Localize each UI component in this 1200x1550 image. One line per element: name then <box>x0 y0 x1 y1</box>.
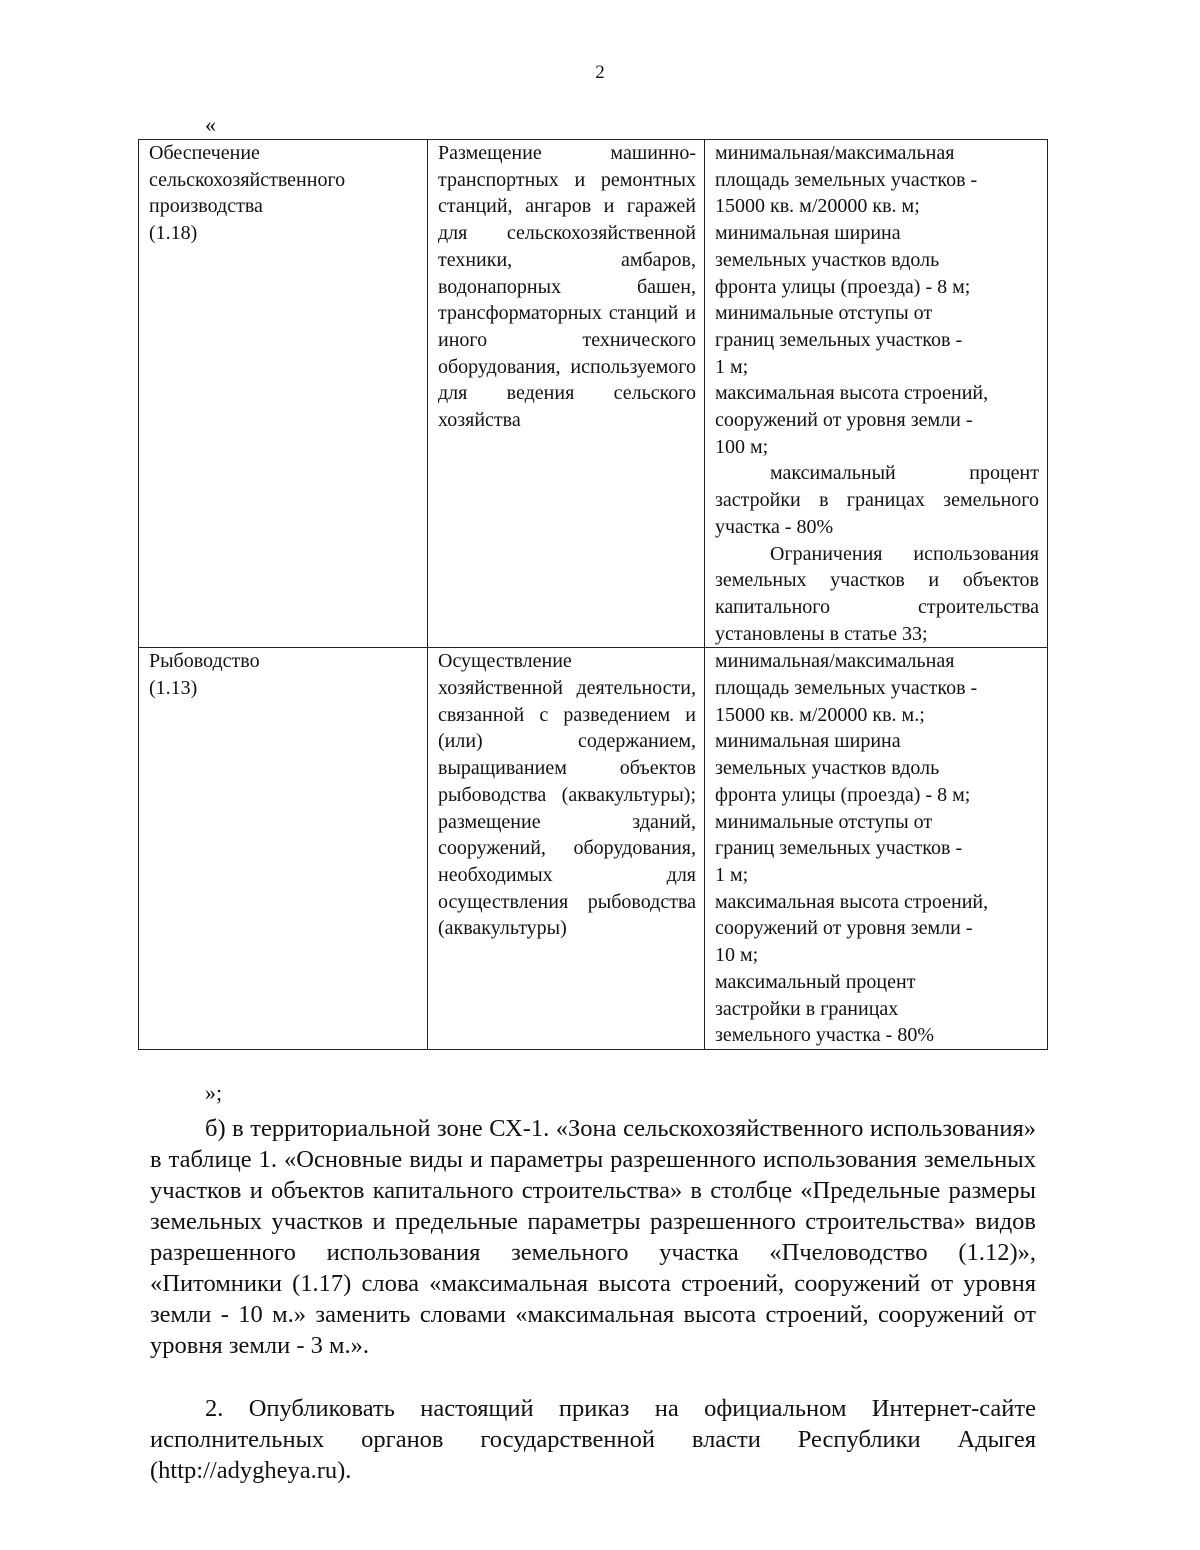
table-row <box>139 648 1048 1050</box>
parameter-line: минимальные отступы от <box>715 810 933 833</box>
parameter-line: 100 м; <box>715 435 769 458</box>
parameter-paragraph: максимальный процент застройки в границах земельного участка - 80% <box>715 462 1039 538</box>
use-description-cell: Размещение машинно-транспортных и ремонтных станций, ангаров и гаражей для сельскохозяйственной техники, амбаров, водонапорных башен, трансформаторных станций и иного технического оборудования, используемого для ведения сельского хозяйства <box>428 140 705 648</box>
parameter-line: 15000 кв. м/20000 кв. м.; <box>715 703 925 726</box>
use-description-cell: Осуществление хозяйственной деятельности, связанной с разведением и (или) содержанием, выращиванием объектов рыбоводства (аквакультуры); размещение зданий, сооружений, оборудования, необходимых для осуществления рыбоводства (аквакультуры) <box>428 648 705 1050</box>
opening-quote: « <box>205 112 216 137</box>
parameter-line: максимальная высота строений, <box>715 382 989 405</box>
parameter-line: 15000 кв. м/20000 кв. м; <box>715 195 920 218</box>
parameter-line: границ земельных участков - <box>715 328 963 351</box>
parameter-line: фронта улицы (проезда) - 8 м; <box>715 275 971 298</box>
table-row <box>139 140 1048 648</box>
parameter-line: земельных участков вдоль <box>715 757 940 780</box>
parameters-cell <box>705 140 1048 648</box>
parameter-line: сооружений от уровня земли - <box>715 917 973 940</box>
use-type-line: производства <box>149 195 263 218</box>
paragraph-item-2: 2. Опубликовать настоящий приказ на официальном Интернет-сайте исполнительных органов государственной власти Республики Адыгея (http://adygheya.ru). <box>150 1395 1036 1484</box>
restrictions-paragraph: Ограничения использования земельных участков и объектов капитального строительства установлены в статье 33; <box>715 542 1039 645</box>
use-type-code: (1.13) <box>149 677 198 700</box>
paragraph-b: б) в территориальной зоне СХ-1. «Зона сельскохозяйственного использования» в таблице 1. «Основные виды и параметры разрешенного использования земельных участков и объектов капитального строительства» в столбце «Предельные размеры земельных участков и предельные параметры разрешенного строительства» видов разрешенного использования земельного участка «Пчеловодство (1.12)», «Питомники (1.17) слова «максимальная высота строений, сооружений от уровня земли - 10 м.» заменить словами «максимальная высота строений, сооружений от уровня земли - 3 м.». <box>150 1115 1036 1359</box>
parameter-line: минимальные отступы от <box>715 302 933 325</box>
use-type-code: (1.18) <box>149 222 198 245</box>
parameter-line: застройки в границах <box>715 997 899 1020</box>
parameter-line: минимальная/максимальная <box>715 142 955 164</box>
closing-quote: »; <box>205 1080 223 1105</box>
parameter-line: 10 м; <box>715 944 759 967</box>
page-number: 2 <box>595 62 605 83</box>
use-type-cell <box>139 648 428 1050</box>
parameter-line: фронта улицы (проезда) - 8 м; <box>715 783 971 806</box>
parameter-line: максимальная высота строений, <box>715 890 989 913</box>
parameter-line: площадь земельных участков - <box>715 677 978 700</box>
parameter-line: границ земельных участков - <box>715 837 963 860</box>
use-type-line: сельскохозяйственного <box>149 168 346 191</box>
parameter-line: минимальная ширина <box>715 222 901 245</box>
parameter-line: минимальная ширина <box>715 730 901 753</box>
parameter-line: земельных участков вдоль <box>715 248 940 271</box>
parameters-cell <box>705 648 1048 1050</box>
parameter-line: площадь земельных участков - <box>715 168 978 191</box>
parameter-line: 1 м; <box>715 355 749 378</box>
parameter-line: минимальная/максимальная <box>715 650 955 673</box>
parameter-line: сооружений от уровня земли - <box>715 409 973 432</box>
land-use-table <box>138 139 1048 1050</box>
parameter-line: земельного участка - 80% <box>715 1024 934 1047</box>
parameter-line: максимальный процент <box>715 970 916 993</box>
parameter-line: 1 м; <box>715 863 749 886</box>
use-type-cell <box>139 140 428 648</box>
use-type-line: Рыбоводство <box>149 650 260 673</box>
use-type-line: Обеспечение <box>149 142 260 164</box>
